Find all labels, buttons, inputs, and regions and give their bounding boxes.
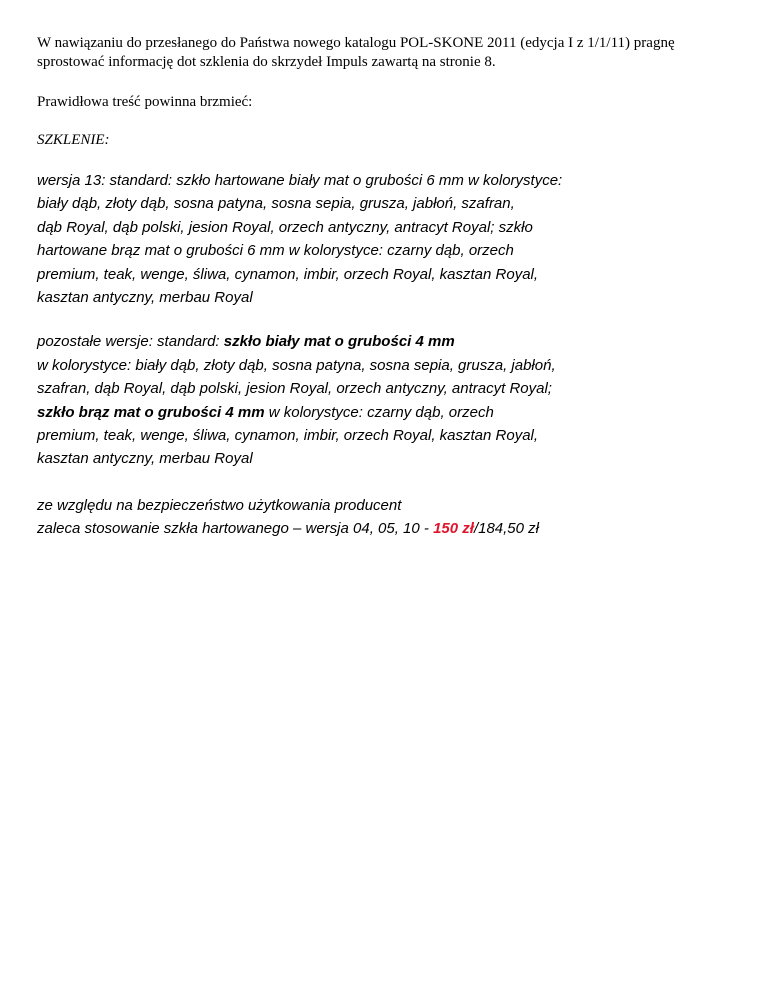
other-versions-line-2: w kolorystyce: biały dąb, złoty dąb, sosna patyna, sosna sepia, grusza, jabłoń, [37, 356, 556, 374]
safety-line-1: ze względu na bezpieczeństwo użytkowania producent [37, 496, 402, 514]
safety-paragraph [37, 494, 737, 541]
other-versions-line-5: premium, teak, wenge, śliwa, cynamon, imbir, orzech Royal, kasztan Royal, [37, 427, 539, 445]
other-versions-line-3: szafran, dąb Royal, dąb polski, jesion Royal, orzech antyczny, antracyt Royal; [37, 380, 552, 398]
other-versions-line-1 [37, 330, 737, 353]
version-13-line-5: premium, teak, wenge, śliwa, cynamon, imbir, orzech Royal, kasztan Royal, [37, 265, 539, 283]
version-13-line-3: dąb Royal, dąb polski, jesion Royal, orzech antyczny, antracyt Royal; szkło [37, 218, 533, 236]
intro-line-1: W nawiązaniu do przesłanego do Państwa nowego katalogu POL-SKONE 2011 (edycja I z 1/1/11) pragnę [37, 35, 675, 51]
bronze-glass-colors: w kolorystyce: czarny dąb, orzech [264, 403, 494, 421]
white-glass-spec: szkło biały mat o grubości 4 mm [223, 333, 455, 351]
section-heading: SZKLENIE: [37, 132, 110, 148]
other-versions-paragraph [37, 330, 737, 470]
safety-line-2 [37, 517, 737, 540]
bronze-glass-spec: szkło brąz mat o grubości 4 mm [37, 403, 265, 421]
other-versions-line-4 [37, 401, 737, 424]
intro-paragraph [37, 34, 737, 72]
price-highlight: 150 zł [433, 520, 474, 538]
other-versions-line-6: kasztan antyczny, merbau Royal [37, 450, 253, 468]
version-13-line-1: wersja 13: standard: szkło hartowane biały mat o grubości 6 mm w kolorystyce: [37, 172, 563, 189]
version-13-line-4: hartowane brąz mat o grubości 6 mm w kolorystyce: czarny dąb, orzech [37, 242, 514, 260]
lead-sentence: Prawidłowa treść powinna brzmieć: [37, 94, 253, 110]
intro-line-2: sprostować informację dot szklenia do skrzydeł Impuls zawartą na stronie 8. [37, 54, 496, 70]
price-gross: /184,50 zł [473, 520, 539, 538]
version-13-paragraph [37, 169, 737, 309]
document-page [37, 34, 737, 541]
safety-recommendation: zaleca stosowanie szkła hartowanego – wersja 04, 05, 10 - [37, 520, 434, 538]
version-13-line-2: biały dąb, złoty dąb, sosna patyna, sosna sepia, grusza, jabłoń, szafran, [37, 195, 515, 213]
other-versions-prefix: pozostałe wersje: standard: [37, 333, 224, 351]
version-13-line-6: kasztan antyczny, merbau Royal [37, 289, 253, 307]
